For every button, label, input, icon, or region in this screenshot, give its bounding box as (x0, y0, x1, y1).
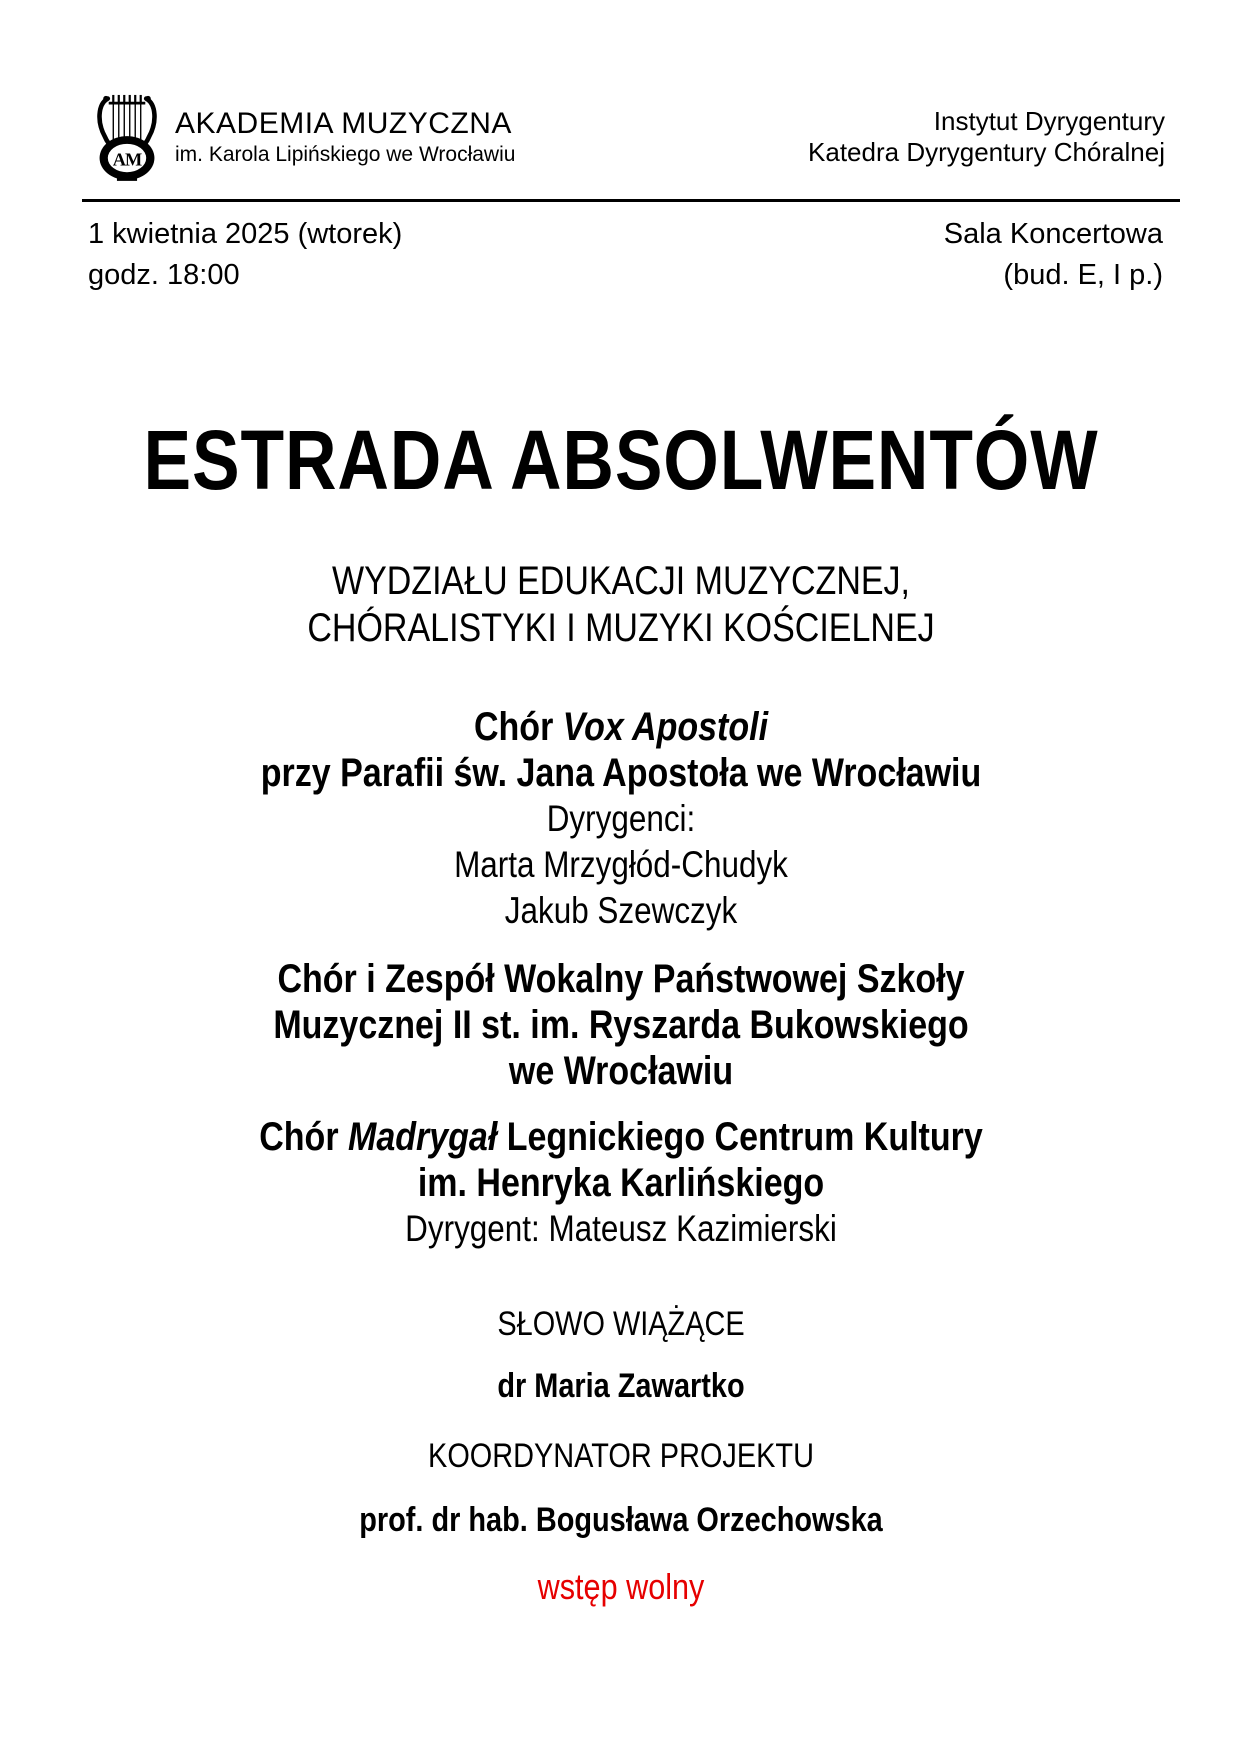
narration-label: SŁOWO WIĄŻĄCE (497, 1305, 745, 1343)
choir-name-line2: Muzycznej II st. im. Ryszarda Bukowskiego (273, 1003, 969, 1047)
event-date: 1 kwietnia 2025 (wtorek) (88, 218, 403, 250)
choir-name-line2: przy Parafii św. Jana Apostoła we Wrocławiu (260, 751, 982, 795)
venue-detail: (bud. E, I p.) (1003, 259, 1163, 291)
narration-name: dr Maria Zawartko (497, 1367, 745, 1405)
choir-name-line1: Chór i Zespół Wokalny Państwowej Szkoły (277, 957, 965, 1001)
academy-brand (95, 90, 515, 184)
academy-brand-text (175, 106, 515, 168)
subtitle-line2: CHÓRALISTYKI I MUZYKI KOŚCIELNEJ (307, 606, 935, 650)
venue-name: Sala Koncertowa (943, 218, 1163, 250)
header-divider (82, 199, 1180, 202)
choir-name-line1: Chór Madrygał Legnickiego Centrum Kultury (259, 1115, 983, 1159)
event-venue (944, 214, 1163, 296)
performer-group-madrygal (93, 1114, 1149, 1252)
event-title: ESTRADA ABSOLWENTÓW (143, 413, 1099, 507)
lyre-icon (95, 90, 159, 184)
choir-name-line2: im. Henryka Karlińskiego (417, 1161, 825, 1205)
choir-name-line3: we Wrocławiu (508, 1049, 734, 1093)
institute-line2: Katedra Dyrygentury Chóralnej (808, 137, 1165, 167)
coordinator-label: KOORDYNATOR PROJEKTU (428, 1437, 814, 1475)
event-datetime (88, 214, 402, 296)
subtitle-line1: WYDZIAŁU EDUKACJI MUZYCZNEJ, (331, 559, 911, 603)
choir-name-line1: Chór Vox Apostoli (473, 705, 769, 749)
event-info-row (88, 214, 1163, 296)
coordinator-name: prof. dr hab. Bogusława Orzechowska (359, 1501, 883, 1539)
conductors-label: Dyrygenci: (546, 798, 696, 839)
performer-group-vox-apostoli (93, 704, 1149, 934)
poster-content (93, 413, 1149, 1608)
performer-group-psm-bukowskiego (93, 956, 1149, 1094)
institute-line1: Instytut Dyrygentury (933, 106, 1165, 136)
event-subtitle (93, 558, 1149, 652)
institute-block (808, 106, 1165, 168)
conductor-name: Marta Mrzygłód-Chudyk (454, 844, 788, 885)
conductor-name: Jakub Szewczyk (504, 890, 738, 931)
admission-note: wstęp wolny (537, 1566, 705, 1607)
academy-name: AKADEMIA MUZYCZNA (175, 107, 512, 140)
academy-subname: im. Karola Lipińskiego we Wrocławiu (175, 143, 516, 166)
lyre-monogram: AM (112, 149, 142, 170)
event-time: godz. 18:00 (88, 259, 240, 291)
conductor-line: Dyrygent: Mateusz Kazimierski (405, 1208, 837, 1249)
